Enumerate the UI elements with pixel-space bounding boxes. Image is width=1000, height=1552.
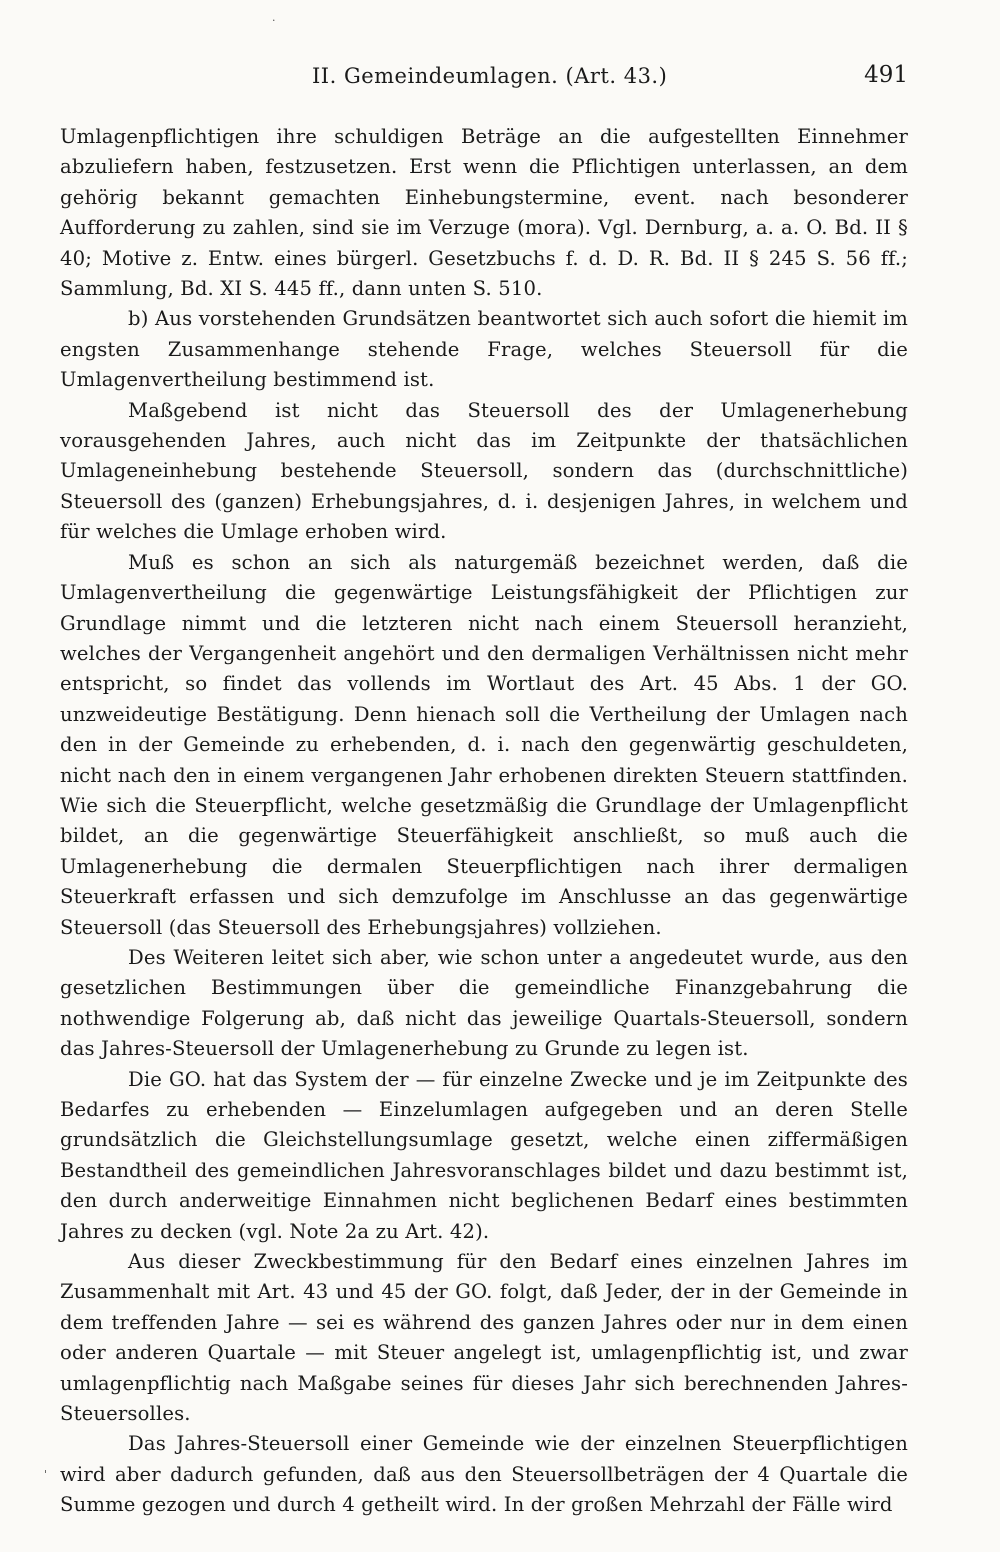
page-number: 491 (864, 62, 908, 88)
paragraph: Aus dieser Zweckbestimmung für den Bedarf eines einzelnen Jahres im Zusammenhalt mit Art. 43 und 45 der GO. folgt, daß Jeder, der in der Gemeinde in dem treffenden Jahre — sei es während des ganzen Jahres oder nur in dem einen oder anderen Quartale — mit Steuer angelegt ist, umlagenpflichtig ist, und zwar umlagenpflichtig nach Maßgabe seines für dieses Jahr sich berechnenden Jahres-Steuersolles. (60, 1250, 908, 1426)
paragraph: Die GO. hat das System der — für einzelne Zwecke und je im Zeitpunkte des Bedarfes zu erhebenden — Einzelumlagen aufgegeben und an deren Stelle grundsätzlich die Gleichstellungsumlage gesetzt, welche einen ziffermäßigen Bestandtheil des gemeindlichen Jahresvoranschlages bildet und dazu bestimmt ist, den durch anderweitige Einnahmen nicht beglichenen Bedarf eines bestimmten Jahres zu decken (vgl. Note 2a zu Art. 42). (60, 1067, 908, 1243)
paragraph-final: Das Jahres-Steuersoll einer Gemeinde wie der einzelnen Steuerpflichtigen wird aber dadurch gefunden, daß aus den Steuersollbeträgen der 4 Quartale die Summe gezogen und durch 4 getheilt wird. In der großen Mehrzahl der Fälle wird (60, 1432, 908, 1517)
paragraph: Muß es schon an sich als naturgemäß bezeichnet werden, daß die Umlagenvertheilung die gegenwärtige Leistungsfähigkeit der Pflichtigen zur Grundlage nimmt und die letzteren nicht nach einem Steuersoll heranzieht, welches der Vergangenheit angehört und den dermaligen Verhältnissen nicht mehr entspricht, so findet das vollends im Wortlaut des Art. 45 Abs. 1 der GO. unzweideutige Bestätigung. Denn hienach soll die Vertheilung der Umlagen nach den in der Gemeinde zu erhebenden, d. i. nach den gegenwärtig geschuldeten, nicht nach den in einem vergangenen Jahr erhobenen direkten Steuern stattfinden. Wie sich die Steuerpflicht, welche gesetzmäßig die Grundlage der Umlagenpflicht bildet, an die gegenwärtige Steuerfähigkeit anschließt, so muß auch die Umlagenerhebung die dermalen Steuerpflichtigen nach ihrer dermaligen Steuerkraft erfassen und sich demzufolge im Anschlusse an das gegenwärtige Steuersoll (das Steuersoll des Erhebungsjahres) vollziehen. (60, 550, 908, 939)
running-head: II. Gemeindeumlagen. (Art. 43.) (312, 64, 668, 88)
page-header (60, 58, 908, 102)
paragraph: Maßgebend ist nicht das Steuersoll des der Umlagenerhebung vorausgehenden Jahres, auch nicht das im Zeitpunkte der thatsächlichen Umlageneinhebung bestehende Steuersoll, sondern das (durchschnittliche) Steuersoll des (ganzen) Erhebungsjahres, d. i. desjenigen Jahres, in welchem und für welches die Umlage erhoben wird. (60, 398, 908, 544)
print-speck: ' (44, 1468, 48, 1481)
paragraph-b: b) Aus vorstehenden Grundsätzen beantwortet sich auch sofort die hiemit im engsten Zusammenhange stehende Frage, welches Steuersoll für die Umlagenvertheilung bestimmend ist. (60, 307, 908, 392)
paragraph-continuation: Umlagenpflichtigen ihre schuldigen Beträge an die aufgestellten Einnehmer abzuliefern haben, festzusetzen. Erst wenn die Pflichtigen unterlassen, an dem gehörig bekannt gemachten Einhebungstermine, event. nach besonderer Aufforderung zu zahlen, sind sie im Verzuge (mora). Vgl. Dernburg, a. a. O. Bd. II § 40; Motive z. Entw. eines bürgerl. Gesetzbuchs f. d. D. R. Bd. II § 245 S. 56 ff.; Sammlung, Bd. XI S. 445 ff., dann unten S. 510. (60, 125, 908, 301)
body-text (60, 122, 908, 1521)
print-speck: · (272, 14, 276, 27)
paragraph: Des Weiteren leitet sich aber, wie schon unter a angedeutet wurde, aus den gesetzlichen Bestimmungen über die gemeindliche Finanzgebahrung die nothwendige Folgerung ab, daß nicht das jeweilige Quartals-Steuersoll, sondern das Jahres-Steuersoll der Umlagenerhebung zu Grunde zu legen ist. (60, 945, 908, 1061)
